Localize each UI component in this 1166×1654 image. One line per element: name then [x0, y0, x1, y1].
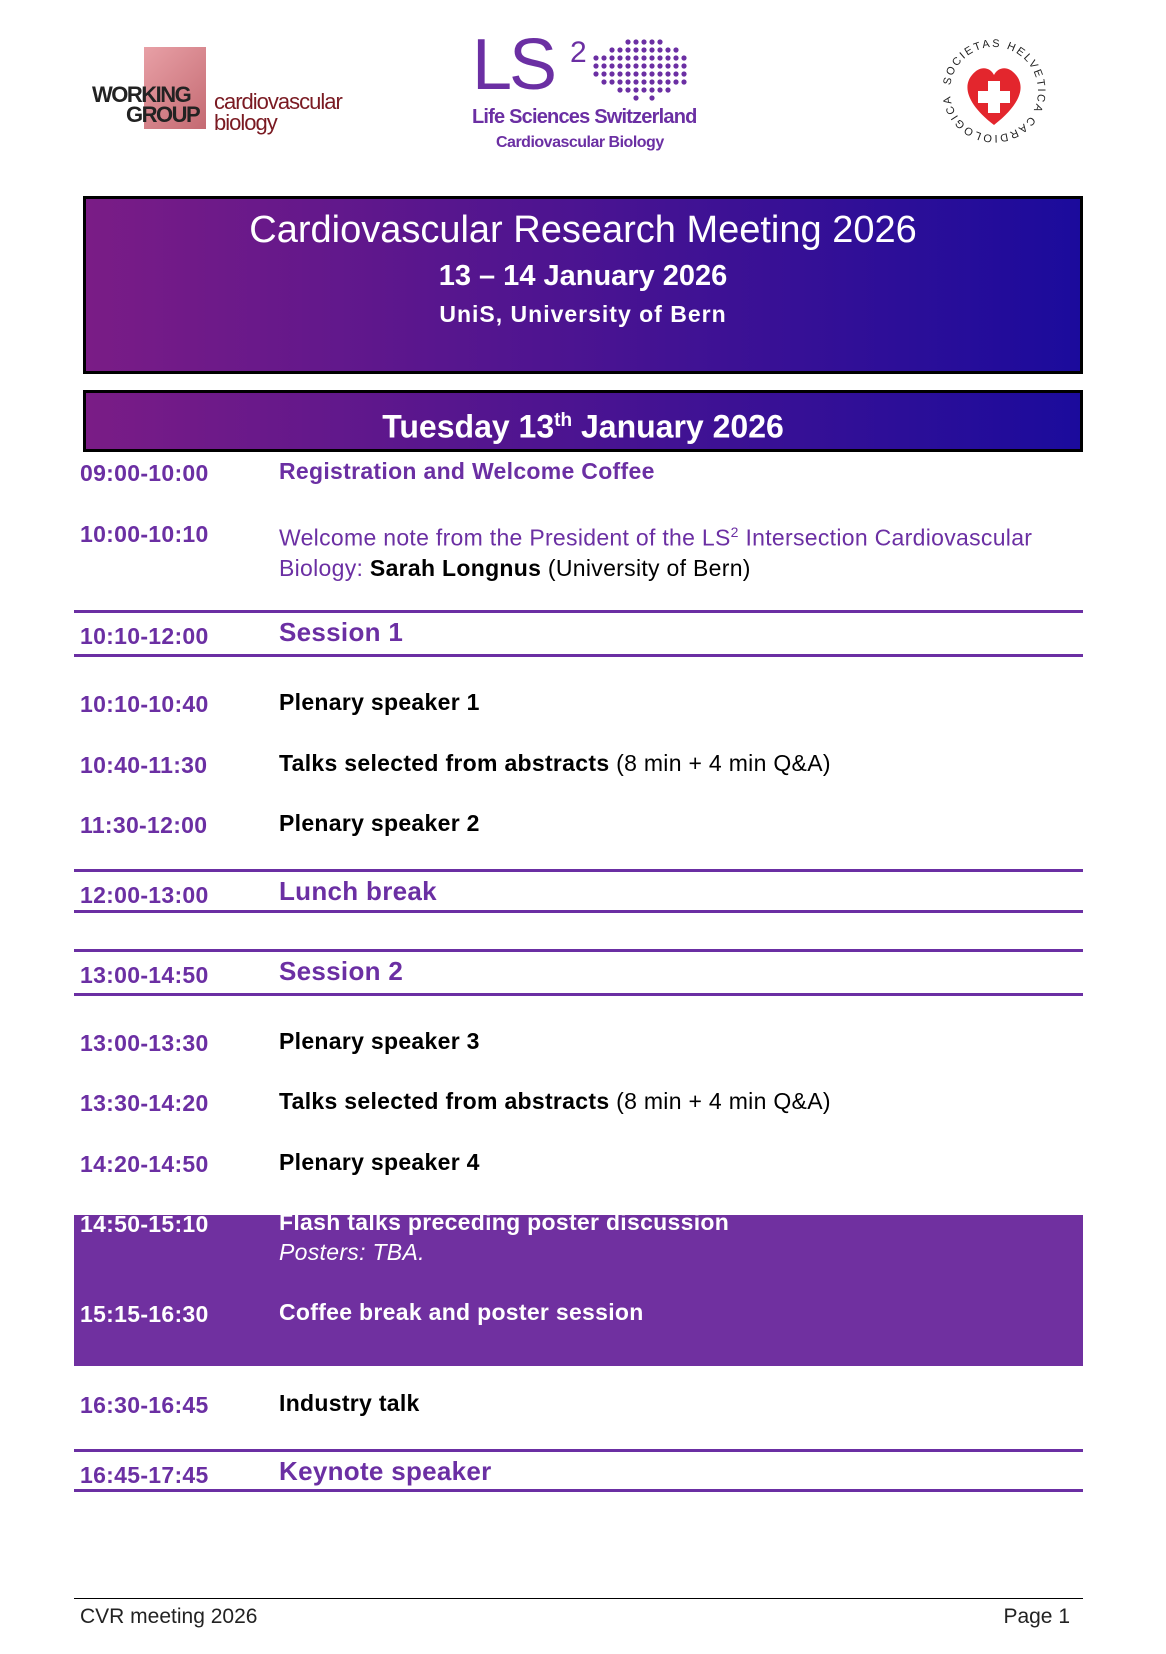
ls-logo-line2: Cardiovascular Biology [496, 134, 664, 151]
agenda-note: (8 min + 4 min Q&A) [609, 750, 831, 776]
time-slot: 10:00-10:10 [80, 521, 209, 547]
seal-text: SOCIETAS HELVETICA CARDIOLOGICA [941, 37, 1048, 145]
time-slot: 12:00-13:00 [80, 882, 209, 908]
divider [74, 610, 1083, 613]
time-slot: 09:00-10:00 [80, 460, 209, 486]
ls-logo-line1: Life Sciences Switzerland [472, 106, 697, 128]
agenda-item [279, 748, 831, 778]
agenda-item: Plenary speaker 2 [279, 810, 480, 836]
agenda-item [279, 517, 1079, 583]
day-header [83, 390, 1083, 452]
ls-logo-mark: LS [472, 25, 555, 105]
divider [74, 1489, 1083, 1492]
speaker-name: Sarah Longnus [369, 554, 542, 581]
time-slot: 15:15-16:30 [80, 1301, 209, 1327]
divider [74, 910, 1083, 913]
time-slot: 10:40-11:30 [80, 752, 208, 778]
welcome-sup: 2 [730, 524, 739, 540]
agenda-label: Talks selected from abstracts [279, 1088, 610, 1114]
day-label: Tuesday 13 [382, 408, 555, 445]
dot-grid-icon [592, 38, 692, 108]
welcome-text: Welcome note from the President of the LS [279, 524, 731, 551]
meeting-title: Cardiovascular Research Meeting 2026 [249, 209, 917, 251]
divider [74, 654, 1083, 657]
session-title: Session 1 [279, 617, 404, 647]
title-banner [83, 196, 1083, 374]
time-slot: 13:00-13:30 [80, 1030, 209, 1056]
meeting-dates: 13 – 14 January 2026 [438, 260, 728, 292]
divider [74, 1449, 1083, 1452]
wg-line4: biology [214, 110, 277, 135]
agenda-item [279, 1086, 831, 1116]
day-month: January 2026 [572, 408, 784, 445]
page-number: Page 1 [1003, 1605, 1070, 1628]
keynote-title: Keynote speaker [279, 1456, 492, 1486]
agenda-item: Coffee break and poster session [279, 1299, 644, 1325]
time-slot: 14:50-15:10 [80, 1211, 209, 1237]
time-slot: 10:10-12:00 [80, 623, 209, 649]
time-slot: 16:45-17:45 [80, 1462, 209, 1488]
agenda-subtext: Posters: TBA. [279, 1239, 425, 1265]
agenda-item: Registration and Welcome Coffee [279, 458, 655, 484]
welcome-text-2: Intersection Cardiovascular [738, 524, 1033, 551]
agenda-note: (8 min + 4 min Q&A) [609, 1088, 831, 1114]
agenda-item: Plenary speaker 1 [279, 689, 480, 715]
time-slot: 13:30-14:20 [80, 1090, 209, 1116]
working-group-logo [92, 45, 342, 140]
divider [74, 949, 1083, 952]
agenda-item: Plenary speaker 4 [279, 1149, 480, 1175]
wg-logo-text [92, 82, 200, 127]
footer-divider [74, 1598, 1083, 1599]
time-slot: 10:10-10:40 [80, 691, 209, 717]
agenda-item: Industry talk [279, 1390, 420, 1416]
ls2-logo [470, 25, 700, 162]
divider [74, 993, 1083, 996]
wg-line1: WORKING [92, 82, 191, 107]
time-slot: 14:20-14:50 [80, 1151, 209, 1177]
wg-logo-subtext [214, 91, 342, 133]
wg-line2: GROUP [126, 102, 200, 127]
agenda-item [279, 1207, 729, 1267]
agenda-label: Talks selected from abstracts [279, 750, 610, 776]
speaker-affiliation: (University of Bern) [541, 554, 751, 581]
welcome-text-3: Biology: [279, 554, 370, 581]
time-slot: 13:00-14:50 [80, 962, 209, 988]
divider [74, 869, 1083, 872]
time-slot: 16:30-16:45 [80, 1392, 209, 1418]
wg-line3: cardiovascular [214, 89, 342, 114]
day-ordinal: th [554, 410, 573, 431]
meeting-venue: UniS, University of Bern [439, 301, 727, 327]
cardiology-society-seal-icon [938, 35, 1050, 147]
agenda-item: Plenary speaker 3 [279, 1028, 480, 1054]
session-title: Session 2 [279, 956, 404, 986]
ls-logo-sup: 2 [570, 36, 587, 69]
lunch-title: Lunch break [279, 876, 437, 906]
agenda-label: Flash talks preceding poster discussion [279, 1209, 730, 1235]
time-slot: 11:30-12:00 [80, 812, 208, 838]
footer-doc-title: CVR meeting 2026 [80, 1605, 258, 1628]
